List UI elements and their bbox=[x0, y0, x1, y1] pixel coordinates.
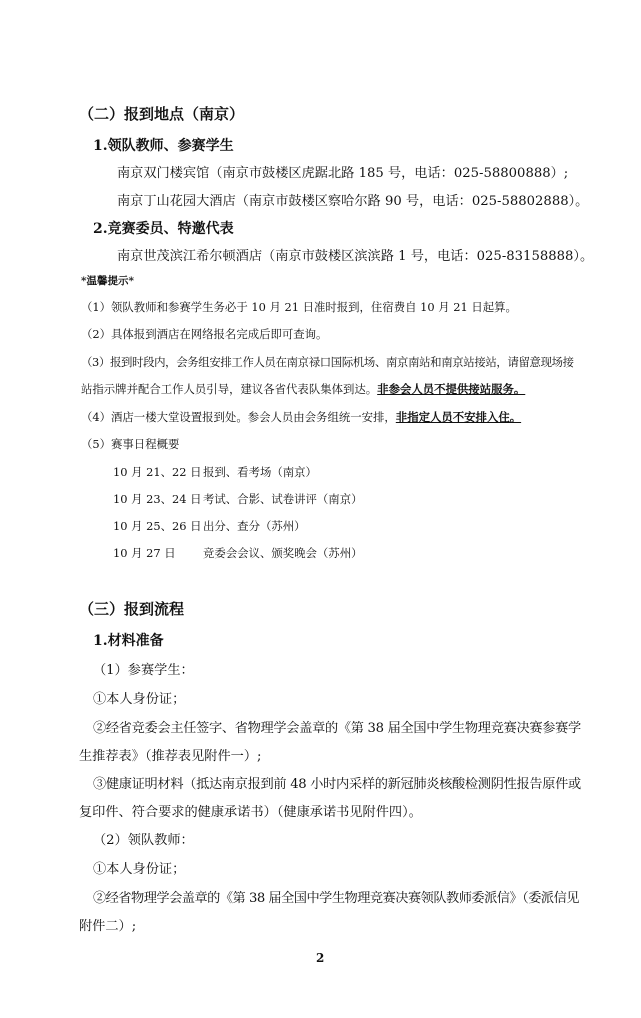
subheading-materials: 1.材料准备 bbox=[93, 633, 164, 649]
section-heading-registration-location: （二）报到地点（南京） bbox=[79, 105, 245, 123]
schedule-description: 出分、查分（苏州） bbox=[203, 519, 306, 533]
tip-3-line-2 bbox=[81, 381, 525, 397]
teacher-item-1: ①本人身份证； bbox=[93, 862, 186, 877]
student-item-2-line-1: ②经省竞委会主任签字、省物理学会盖章的《第 38 届全国中学生物理竞赛决赛参赛学 bbox=[93, 721, 581, 736]
tip-4-emphasis: 非指定人员不安排入住。 bbox=[395, 410, 522, 424]
tip-4 bbox=[81, 409, 521, 425]
section-heading-registration-process: （三）报到流程 bbox=[79, 600, 185, 618]
schedule-description: 报到、看考场（南京） bbox=[203, 465, 317, 479]
hotel-line-3: 南京世茂滨江希尔顿酒店（南京市鼓楼区滨滨路 1 号，电话：025-83158888）。 bbox=[117, 249, 594, 264]
teachers-heading: （2）领队教师： bbox=[93, 833, 194, 848]
schedule-description: 竞委会会议、颁奖晚会（苏州） bbox=[203, 546, 363, 560]
subheading-teachers-students: 1.领队教师、参赛学生 bbox=[93, 138, 234, 154]
tip-5: （5）赛事日程概要 bbox=[81, 437, 180, 451]
tip-3-text: 站指示牌并配合工作人员引导，建议各省代表队集体到达。 bbox=[81, 382, 378, 396]
tip-3-line-1: （3）报到时段内，会务组安排工作人员在南京禄口国际机场、南京南站和南京站接站，请留意现场接 bbox=[81, 355, 574, 369]
hotel-line-2: 南京丁山花园大酒店（南京市鼓楼区察哈尔路 90 号，电话：025-58802888）。 bbox=[117, 194, 589, 209]
schedule-date: 10 月 21、22 日 bbox=[113, 465, 202, 479]
tip-2: （2）具体报到酒店在网络报名完成后即可查询。 bbox=[81, 327, 328, 341]
page-number: 2 bbox=[316, 951, 325, 965]
teacher-item-2-line-1: ②经省物理学会盖章的《第 38 届全国中学生物理竞赛决赛领队教师委派信》（委派信见 bbox=[93, 891, 579, 906]
student-item-3-line-1: ③健康证明材料（抵达南京报到前 48 小时内采样的新冠肺炎核酸检测阴性报告原件或 bbox=[93, 777, 581, 792]
student-item-1: ①本人身份证； bbox=[93, 692, 186, 707]
schedule-date: 10 月 27 日 bbox=[113, 546, 176, 560]
schedule-date: 10 月 23、24 日 bbox=[113, 492, 202, 506]
schedule-description: 考试、合影、试卷讲评（南京） bbox=[203, 492, 363, 506]
schedule-date: 10 月 25、26 日 bbox=[113, 519, 202, 533]
student-item-3-line-2: 复印件、符合要求的健康承诺书）（健康承诺书见附件四）。 bbox=[79, 805, 422, 820]
tips-heading: *温馨提示* bbox=[81, 275, 134, 287]
hotel-line-1: 南京双门楼宾馆（南京市鼓楼区虎踞北路 185 号，电话：025-58800888）; bbox=[117, 166, 569, 181]
students-heading: （1）参赛学生： bbox=[93, 663, 194, 678]
teacher-item-2-line-2: 附件二）; bbox=[79, 919, 137, 934]
subheading-committee-guests: 2.竞赛委员、特邀代表 bbox=[93, 221, 234, 237]
tip-4-text: （4）酒店一楼大堂设置报到处。参会人员由会务组统一安排， bbox=[81, 410, 396, 424]
tip-1: （1）领队教师和参赛学生务必于 10 月 21 日准时报到，住宿费自 10 月 21 日起算。 bbox=[81, 300, 517, 314]
student-item-2-line-2: 生推荐表》（推荐表见附件一）; bbox=[79, 749, 262, 764]
tip-3-emphasis: 非参会人员不提供接站服务。 bbox=[377, 382, 526, 396]
